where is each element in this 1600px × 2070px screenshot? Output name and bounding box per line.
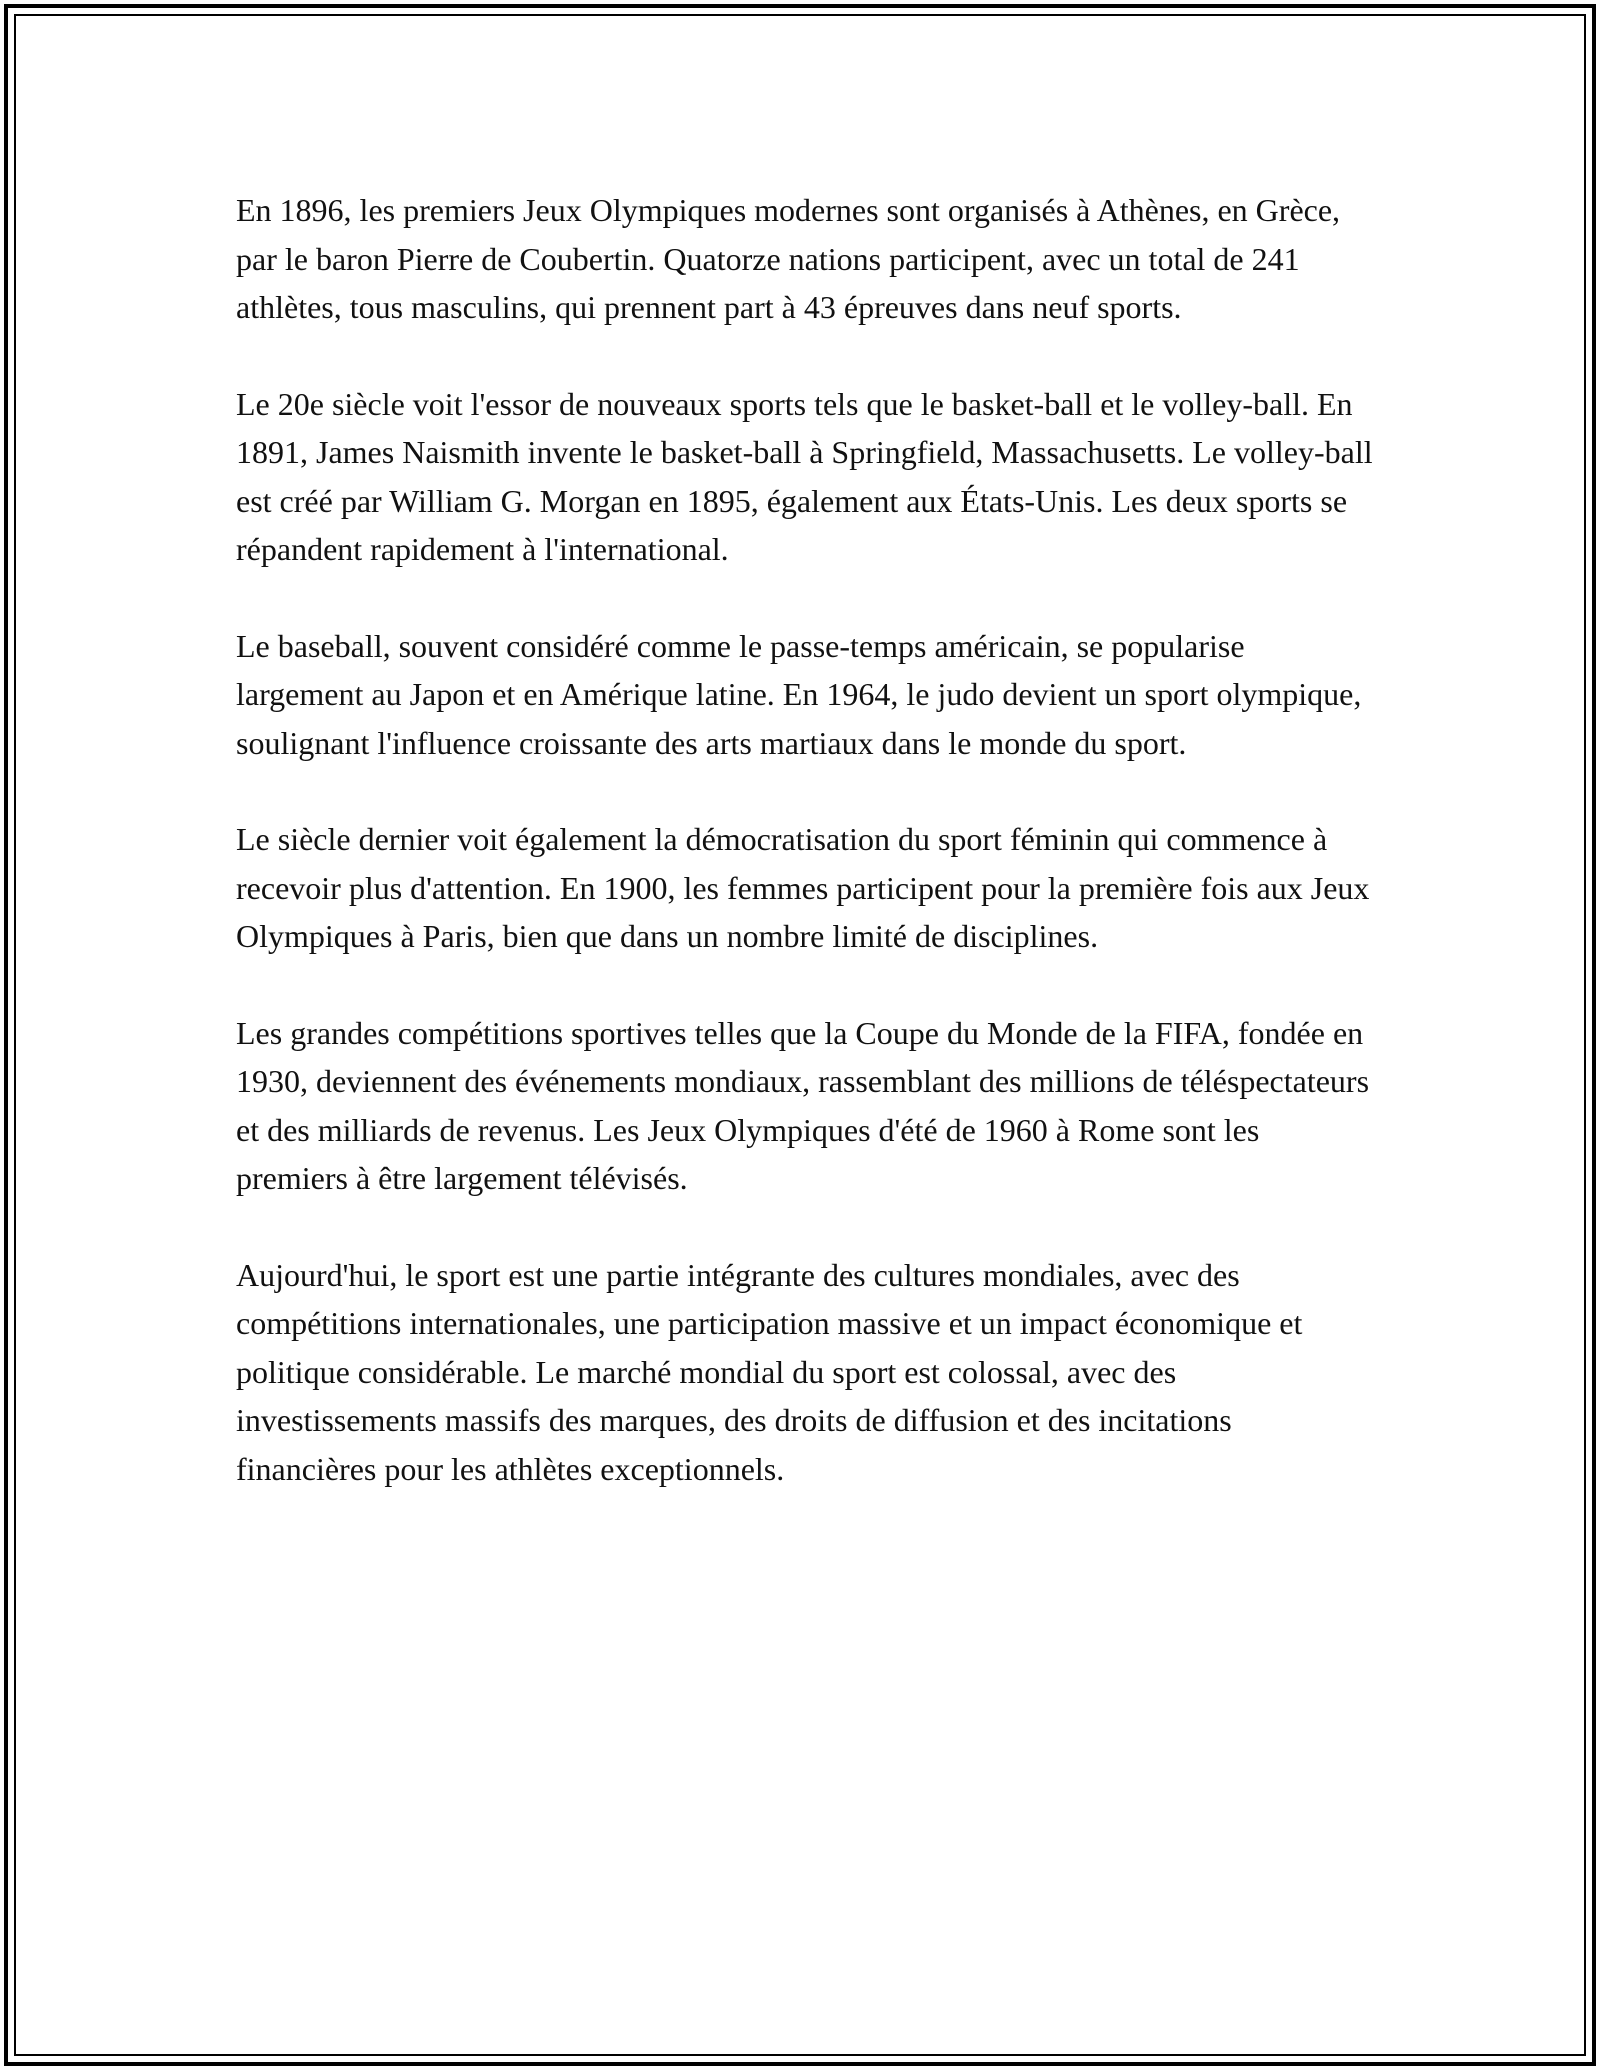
- paragraph-basketball-volleyball: Le 20e siècle voit l'essor de nouveaux sports tels que le basket-ball et le volley-ball. En 1891, James Naismith invente le basket-ball à Springfield, Massachusetts. Le volley-ball est créé par William G. Morgan en 1895, également aux États-Unis. Les deux sports se répandent rapidement à l'international.: [236, 385, 1373, 567]
- paragraph-major-competitions: Les grandes compétitions sportives telles que la Coupe du Monde de la FIFA, fondée en 1930, deviennent des événements mondiaux, rassemblant des millions de téléspectateurs et des milliards de revenus. Les Jeux Olympiques d'été de 1960 à Rome sont les premiers à être largement télévisés.: [236, 1014, 1370, 1196]
- paragraph-sport-today: Aujourd'hui, le sport est une partie intégrante des cultures mondiales, avec des compétitions internationales, une participation massive et un impact économique et politique considérable. Le marché mondial du sport est colossal, avec des investissements massifs des marques, des droits de diffusion et des incitations financières pour les athlètes exceptionnels.: [236, 1256, 1303, 1487]
- paragraph-womens-sport: Le siècle dernier voit également la démocratisation du sport féminin qui commence à recevoir plus d'attention. En 1900, les femmes participent pour la première fois aux Jeux Olympiques à Paris, bien que dans un nombre limité de disciplines.: [236, 821, 1370, 954]
- document-body: [236, 186, 1376, 1541]
- paragraph-baseball-judo: Le baseball, souvent considéré comme le passe-temps américain, se popularise largement au Japon et en Amérique latine. En 1964, le judo devient un sport olympique, soulignant l'influence croissante des arts martiaux dans le monde du sport.: [236, 627, 1362, 761]
- paragraph-olympics-1896: En 1896, les premiers Jeux Olympiques modernes sont organisés à Athènes, en Grèce, par le baron Pierre de Coubertin. Quatorze nations participent, avec un total de 241 athlètes, tous masculins, qui prennent part à 43 épreuves dans neuf sports.: [236, 192, 1341, 325]
